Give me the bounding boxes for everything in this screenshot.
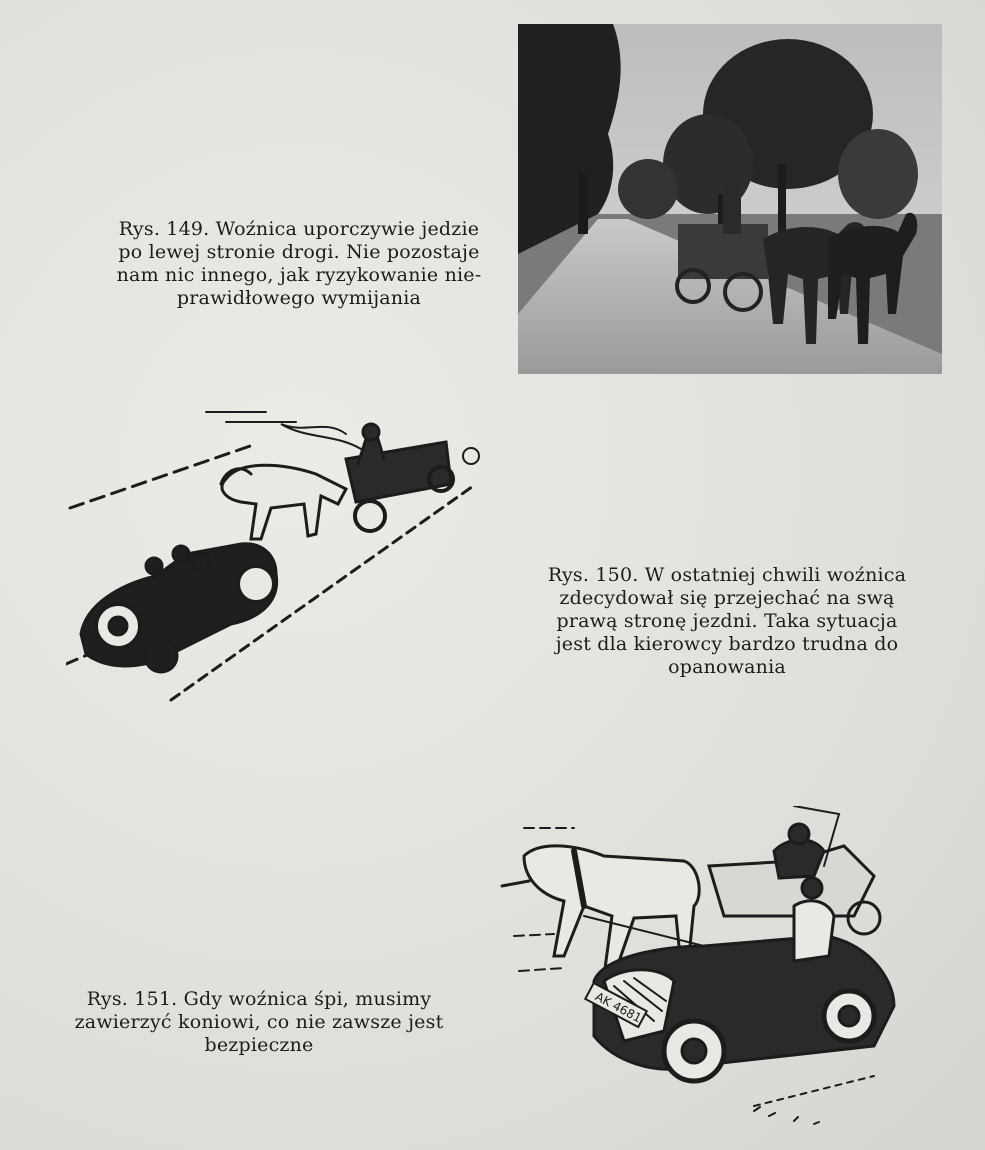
caption-line: po lewej stronie drogi. Nie pozostaje: [118, 241, 480, 263]
caption-line: Rys. 150. W ostatniej chwili woźnica: [547, 564, 907, 586]
caption-line: zdecydował się przejechać na swą: [559, 587, 895, 609]
caption-line: nam nic innego, jak ryzykowanie nie-: [116, 264, 482, 286]
drawing-sleeping-driver-horse-car: [494, 806, 910, 1136]
caption-fig-151: [46, 988, 472, 1057]
caption-fig-150: [512, 564, 942, 679]
caption-line: Rys. 151. Gdy woźnica śpi, musimy: [86, 988, 432, 1010]
caption-fig-149: [84, 218, 514, 310]
drawing-car-passing-cart: [66, 404, 492, 706]
caption-line: prawą stronę jezdni. Taka sytuacja: [556, 610, 898, 632]
caption-line: prawidłowego wymijania: [176, 287, 422, 309]
license-plate-text: AK 4681: [592, 989, 644, 1026]
caption-line: Rys. 149. Woźnica uporczywie jedzie: [118, 218, 480, 240]
caption-line: bezpieczne: [204, 1034, 314, 1056]
caption-line: opanowania: [668, 656, 786, 678]
caption-line: zawierzyć koniowi, co nie zawsze jest: [74, 1011, 444, 1033]
photo-horse-cart-on-road: [518, 24, 942, 374]
caption-line: jest dla kierowcy bardzo trudna do: [555, 633, 899, 655]
